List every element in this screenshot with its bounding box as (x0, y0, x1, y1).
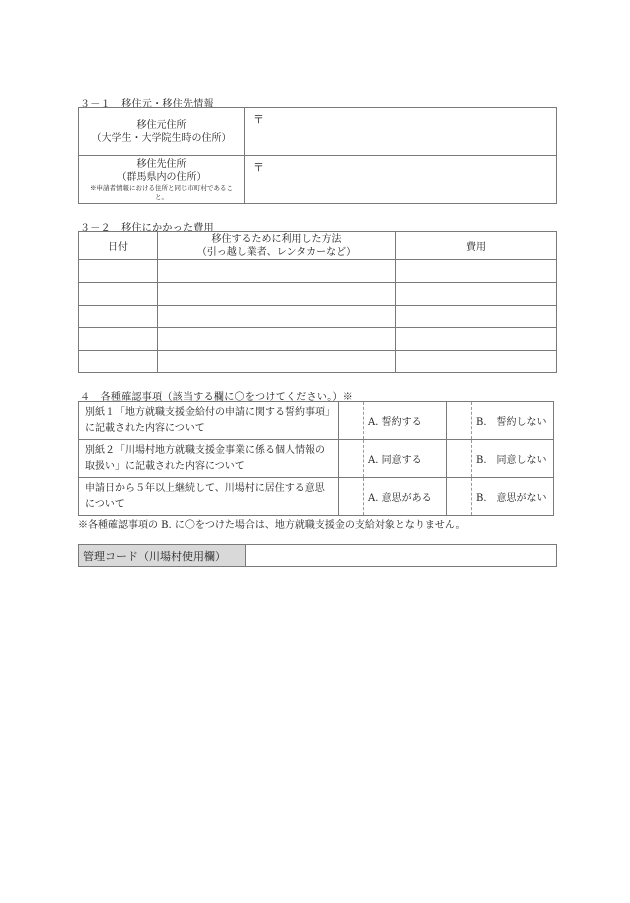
method-cell[interactable] (158, 328, 396, 351)
date-cell[interactable] (79, 260, 158, 283)
confirmation-question: 申請日から５年以上継続して、川場村に居住する意思について (79, 478, 339, 516)
origin-address-row (79, 108, 557, 156)
table-row (79, 328, 557, 351)
method-cell[interactable] (158, 283, 396, 306)
method-header-line1: 移住するために利用した方法 (211, 233, 342, 245)
confirmation-row (79, 440, 554, 478)
section-3-2-heading: ３－２ 移住にかかった費用 (80, 223, 214, 234)
option-a-pledge[interactable]: A. 誓約する (364, 402, 447, 440)
date-cell[interactable] (79, 306, 158, 328)
postal-mark-icon: 〒 (253, 113, 264, 126)
destination-label-subtitle: （群馬県内の住所） (116, 171, 207, 183)
date-cell[interactable] (79, 351, 158, 373)
destination-address-label (79, 156, 245, 204)
section-4-heading: ４ 各種確認事項（該当する欄に〇をつけてください。）※ (80, 392, 354, 403)
management-code-label: 管理コード（川場村使用欄） (79, 545, 246, 567)
column-header-cost: 費用 (396, 232, 557, 260)
destination-note: ※申請者情報における住所と同じ市町村であること。 (90, 183, 233, 201)
moving-cost-table (78, 231, 557, 373)
table-row (79, 306, 557, 328)
destination-address-field[interactable] (245, 156, 557, 204)
column-header-date: 日付 (79, 232, 158, 260)
origin-address-field[interactable] (245, 108, 557, 156)
cost-cell[interactable] (396, 328, 557, 351)
option-b-mark-area[interactable] (447, 478, 472, 516)
date-cell[interactable] (79, 328, 158, 351)
confirmation-question: 別紙１「地方就職支援金給付の申請に関する誓約事項」に記載された内容について (79, 402, 339, 440)
cost-cell[interactable] (396, 260, 557, 283)
option-b-no-pledge[interactable]: B. 誓約しない (472, 402, 554, 440)
origin-destination-table (78, 107, 557, 204)
confirmation-row (79, 402, 554, 440)
postal-mark-icon: 〒 (253, 161, 264, 174)
method-cell[interactable] (158, 306, 396, 328)
table-row (79, 351, 557, 373)
cost-cell[interactable] (396, 306, 557, 328)
table-header-row (79, 232, 557, 260)
option-b-mark-area[interactable] (447, 440, 472, 478)
destination-label-title: 移住先住所 (136, 158, 187, 170)
option-a-agree[interactable]: A. 同意する (364, 440, 447, 478)
option-a-mark-area[interactable] (339, 402, 364, 440)
method-header-line2: （引っ越し業者、レンタカーなど） (196, 246, 357, 258)
option-b-not-intend[interactable]: B. 意思がない (472, 478, 554, 516)
confirmation-footnote: ※各種確認事項の B. に〇をつけた場合は、地方就職支援金の支給対象となりません。 (78, 520, 466, 531)
option-a-mark-area[interactable] (339, 440, 364, 478)
option-b-mark-area[interactable] (447, 402, 472, 440)
management-code-field[interactable] (246, 545, 557, 567)
method-cell[interactable] (158, 351, 396, 373)
destination-address-row (79, 156, 557, 204)
confirmation-row (79, 478, 554, 516)
confirmation-question: 別紙２「川場村地方就職支援金事業に係る個人情報の取扱い」に記載された内容について (79, 440, 339, 478)
origin-address-label (79, 108, 245, 156)
option-a-mark-area[interactable] (339, 478, 364, 516)
date-cell[interactable] (79, 283, 158, 306)
option-b-disagree[interactable]: B. 同意しない (472, 440, 554, 478)
cost-cell[interactable] (396, 283, 557, 306)
origin-label-title: 移住元住所 (136, 119, 187, 131)
column-header-method (158, 232, 396, 260)
table-row (79, 260, 557, 283)
management-code-box (78, 544, 557, 567)
table-row (79, 283, 557, 306)
section-3-1-heading: ３－１ 移住元・移住先情報 (80, 99, 214, 110)
confirmation-table (78, 401, 554, 516)
cost-cell[interactable] (396, 351, 557, 373)
option-a-intend[interactable]: A. 意思がある (364, 478, 447, 516)
origin-label-subtitle: （大学生・大学院生時の住所） (91, 132, 232, 144)
method-cell[interactable] (158, 260, 396, 283)
